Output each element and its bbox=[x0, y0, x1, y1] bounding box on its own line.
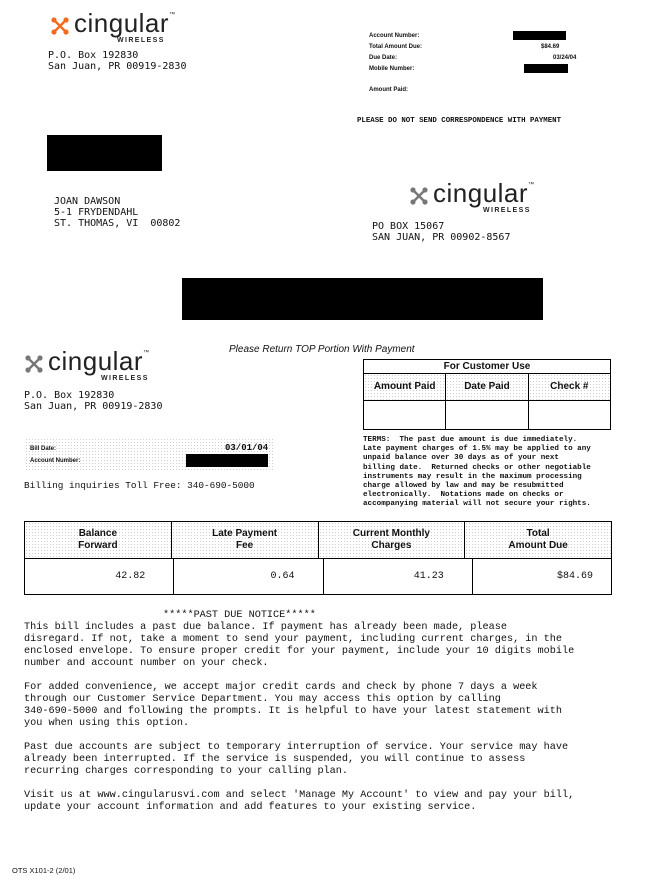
billing-inquiries: Billing inquiries Toll Free: 340-690-5000 bbox=[24, 480, 255, 491]
cingular-logo-top bbox=[50, 8, 185, 48]
customer-address: JOAN DAWSON 5-1 FRYDENDAHL ST. THOMAS, VI 00802 bbox=[54, 196, 181, 229]
account-summary-table bbox=[24, 521, 612, 595]
brand-subtitle: WIRELESS bbox=[101, 375, 149, 382]
stub-due-date-value: 03/24/04 bbox=[553, 55, 577, 61]
stub-total-due-value: $84.69 bbox=[541, 44, 560, 50]
customer-use-col-amount-paid: Amount Paid bbox=[364, 374, 446, 400]
remit-address-top: P.O. Box 192830 San Juan, PR 00919-2830 bbox=[48, 50, 187, 72]
notice-paragraph-4: Visit us at www.cingularusvi.com and select 'Manage My Account' to view and pay your bill, update your account information and add features to your existing service. bbox=[24, 790, 575, 813]
brand-wordmark: cingular™ bbox=[48, 346, 150, 376]
cingular-logo-payment bbox=[409, 178, 544, 218]
notice-paragraph-1: This bill includes a past due balance. If payment has already been made, please disregard. If not, take a moment to send your payment, including current charges, in the enclosed envelope. To ensure proper credit for your payment, include your 10 digits mobile number and account number on your check. bbox=[24, 622, 575, 669]
bill-info-box bbox=[25, 438, 275, 472]
stub-due-date-label: Due Date: bbox=[369, 55, 398, 61]
cingular-x-icon bbox=[24, 354, 44, 374]
brand-subtitle: WIRELESS bbox=[483, 207, 531, 214]
header-total-amount-due: Total Amount Due bbox=[465, 522, 611, 558]
value-late-payment-fee: 0.64 bbox=[174, 559, 323, 594]
return-note: Please Return TOP Portion With Payment bbox=[229, 344, 415, 355]
redacted-account-number-bill bbox=[186, 454, 268, 467]
redacted-block-left bbox=[47, 135, 162, 171]
redacted-barcode bbox=[182, 278, 543, 320]
header-balance-forward: Balance Forward bbox=[25, 522, 172, 558]
customer-use-col-check: Check # bbox=[529, 374, 610, 400]
form-code: OTS X101-2 (2/01) bbox=[12, 866, 76, 875]
payment-address: PO BOX 15067 SAN JUAN, PR 00902-8567 bbox=[372, 221, 511, 243]
header-current-charges: Current Monthly Charges bbox=[319, 522, 466, 558]
brand-wordmark: cingular™ bbox=[433, 178, 535, 208]
past-due-title: *****PAST DUE NOTICE***** bbox=[163, 610, 316, 621]
cingular-x-icon bbox=[409, 186, 429, 206]
bill-account-number-label: Account Number: bbox=[30, 458, 81, 464]
customer-use-col-date-paid: Date Paid bbox=[446, 374, 528, 400]
customer-use-title: For Customer Use bbox=[364, 360, 610, 374]
customer-use-check-field[interactable] bbox=[529, 401, 610, 429]
cingular-logo-bill bbox=[24, 346, 159, 386]
terms-text: TERMS: The past due amount is due immediately. Late payment charges of 1.5% may be applied to any unpaid balance over 30 days as of your next billing date. Returned checks or other negotiable instruments may result in the maximum processing charge allowed by law and may be resubmitted electronically. Notations made on checks or accompanying material will not secure your rights. bbox=[363, 436, 591, 509]
value-total-amount-due: $84.69 bbox=[556, 571, 593, 582]
brand-subtitle: WIRELESS bbox=[117, 37, 165, 44]
header-late-payment-fee: Late Payment Fee bbox=[172, 522, 319, 558]
remit-address-bill: P.O. Box 192830 San Juan, PR 00919-2830 bbox=[24, 390, 163, 412]
value-current-charges: 41.23 bbox=[324, 559, 473, 594]
stub-amount-paid-label: Amount Paid: bbox=[369, 87, 408, 93]
stub-total-due-label: Total Amount Due: bbox=[369, 44, 422, 50]
brand-wordmark: cingular™ bbox=[74, 8, 176, 38]
customer-use-box bbox=[363, 359, 611, 430]
redacted-account-number-top bbox=[513, 31, 566, 40]
cingular-x-icon bbox=[50, 16, 70, 36]
customer-use-amount-paid-field[interactable] bbox=[364, 401, 446, 429]
notice-paragraph-3: Past due accounts are subject to temporary interruption of service. Your service may have already been interrupted. If the service is suspended, you will continue to assess recurring charges corresponding to your calling plan. bbox=[24, 742, 569, 777]
notice-paragraph-2: For added convenience, we accept major credit cards and check by phone 7 days a week through our Customer Service Department. You may access this option by calling 340-690-5000 and following the prompts. It is helpful to have your latest statement with you when using this option. bbox=[24, 682, 562, 729]
stub-account-number-label: Account Number: bbox=[369, 33, 420, 39]
bill-date-value: 03/01/04 bbox=[225, 443, 269, 453]
customer-use-date-paid-field[interactable] bbox=[446, 401, 528, 429]
redacted-mobile-number bbox=[524, 64, 568, 73]
value-balance-forward: 42.82 bbox=[25, 559, 174, 594]
bill-date-label: Bill Date: bbox=[30, 446, 57, 452]
stub-mobile-number-label: Mobile Number: bbox=[369, 66, 415, 72]
no-correspondence-notice: PLEASE DO NOT SEND CORRESPONDENCE WITH PAYMENT bbox=[357, 117, 562, 125]
